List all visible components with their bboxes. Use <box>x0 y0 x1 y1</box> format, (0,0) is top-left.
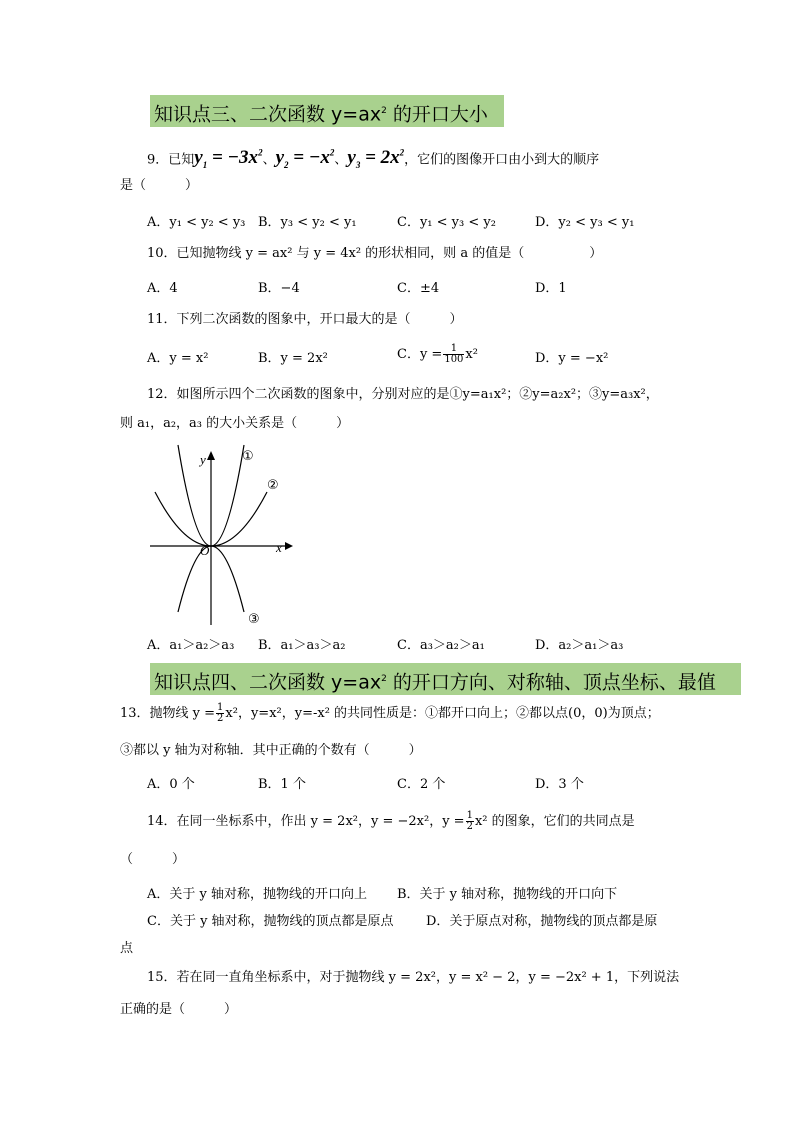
q13-post: x²，y=x²，y=-x² 的共同性质是：①都开口向上；②都以点(0，0)为顶点； <box>225 706 660 721</box>
q14-pre: 14．在同一坐标系中，作出 y = 2x²，y = −2x²，y = <box>147 814 465 829</box>
q15-line2: 正确的是（ ） <box>120 1002 238 1017</box>
q14-option-c: C．关于 y 轴对称，抛物线的顶点都是原点 <box>147 914 394 929</box>
q14-den: 2 <box>466 821 473 832</box>
q9-line2: 是（ ） <box>120 178 199 193</box>
q9-sep1: 、 <box>262 152 276 168</box>
section-banner-4 <box>150 663 741 695</box>
q11-c-pre: C．y = <box>397 347 443 362</box>
q11-text: 11．下列二次函数的图象中，开口最大的是（ ） <box>147 312 463 327</box>
q9-e3-sup: 2 <box>399 148 405 158</box>
q9-e1: y <box>194 147 203 169</box>
q11-option-c <box>397 343 478 367</box>
curve-2-label: ② <box>267 478 279 493</box>
q12-line1: 12．如图所示四个二次函数的图象中，分别对应的是①y=a₁x²；②y=a₂x²；③y=a₃x²， <box>147 387 659 402</box>
y-axis-label: y <box>200 452 206 467</box>
x-axis-arrow <box>285 542 293 550</box>
q9-e3-sub: 3 <box>355 160 361 171</box>
q14-fraction <box>466 811 474 832</box>
q11-c-den: 100 <box>444 354 464 365</box>
q11-option-b: B．y = 2x² <box>258 351 328 366</box>
q9-option-d: D．y₂ < y₃ < y₁ <box>535 215 635 230</box>
q12-option-d: D．a₂＞a₁＞a₃ <box>535 638 624 653</box>
q9-option-b: B．y₃ < y₂ < y₁ <box>258 215 357 230</box>
q14-post: x² 的图象，它们的共同点是 <box>474 814 635 829</box>
q9-e3: y <box>347 147 356 169</box>
q14-line2: （ ） <box>120 852 186 867</box>
q9-option-c: C．y₁ < y₃ < y₂ <box>397 215 496 230</box>
q12-line2: 则 a₁，a₂，a₃ 的大小关系是（ ） <box>120 416 350 431</box>
q13-option-a: A．0 个 <box>147 777 195 792</box>
q9-tail: ，它们的图像开口由小到大的顺序 <box>404 152 600 168</box>
origin-label: O <box>200 543 210 558</box>
q15-line1: 15．若在同一直角坐标系中，对于抛物线 y = 2x²，y = x² − 2，y = −2x² + 1，下列说法 <box>147 970 680 985</box>
q14-option-d: D．关于原点对称，抛物线的顶点都是原 <box>426 914 658 929</box>
q9-e1-sub: 1 <box>202 160 208 171</box>
banner-text: 知识点四、二次函数 y=ax <box>154 671 382 694</box>
q10-option-c: C．±4 <box>397 281 440 296</box>
q13-fraction <box>216 703 224 724</box>
banner-sup: 2 <box>381 106 387 116</box>
q9-number: 9．已知 <box>147 152 195 168</box>
q11-option-a: A．y = x² <box>147 351 209 366</box>
q9-line1 <box>147 140 599 178</box>
q10-text: 10．已知抛物线 y = ax² 与 y = 4x² 的形状相同，则 a 的值是（ ） <box>147 246 603 261</box>
q9-e3-mid: = 2x <box>360 147 400 169</box>
q9-sep2: 、 <box>334 152 348 168</box>
q13-line2: ③都以 y 轴为对称轴．其中正确的个数有（ ） <box>120 743 422 758</box>
q14-option-b: B．关于 y 轴对称，抛物线的开口向下 <box>397 887 618 902</box>
q11-c-fraction <box>443 344 464 365</box>
banner-text-tail: 的开口大小 <box>386 103 488 126</box>
q13-line1 <box>120 701 660 727</box>
q10-option-a: A．4 <box>147 281 178 296</box>
q11-c-post: x² <box>465 347 478 362</box>
banner-text-tail: 的开口方向、对称轴、顶点坐标、最值 <box>386 671 716 694</box>
q9-option-a: A．y₁ < y₂ < y₃ <box>147 215 246 230</box>
q13-option-b: B．1 个 <box>258 777 306 792</box>
q10-option-d: D．1 <box>535 281 567 296</box>
q9-e2-sub: 2 <box>284 160 289 171</box>
q9-e2-sup: 2 <box>329 148 335 158</box>
q14-option-d-cont: 点 <box>120 941 134 956</box>
curve-1-label: ① <box>242 449 254 464</box>
q13-num: 1 <box>217 702 224 713</box>
banner-text: 知识点三、二次函数 y=ax <box>154 103 382 126</box>
q13-option-d: D．3 个 <box>535 777 584 792</box>
q11-option-d: D．y = −x² <box>535 351 609 366</box>
q12-option-a: A．a₁＞a₂＞a₃ <box>147 638 235 653</box>
x-axis-label: x <box>276 540 282 555</box>
q14-option-a: A．关于 y 轴对称，抛物线的开口向上 <box>147 887 367 902</box>
q9-e1-mid: = −3x <box>207 147 259 169</box>
q13-den: 2 <box>217 713 224 724</box>
q9-e2: y <box>275 147 285 169</box>
section-banner-3 <box>150 95 504 127</box>
q11-c-num: 1 <box>443 344 464 355</box>
parabola-graph <box>140 440 300 630</box>
q9-e1-sup: 2 <box>258 148 263 158</box>
q9-e2-mid: = −x <box>288 147 330 169</box>
y-axis-arrow <box>207 451 215 460</box>
q12-option-c: C．a₃＞a₂＞a₁ <box>397 638 485 653</box>
curve-3-label: ③ <box>248 612 260 627</box>
q10-option-b: B．−4 <box>258 281 300 296</box>
q13-option-c: C．2 个 <box>397 777 446 792</box>
q13-pre: 13．抛物线 y = <box>120 706 216 721</box>
q14-line1 <box>147 809 635 835</box>
q12-option-b: B．a₁＞a₃＞a₂ <box>258 638 346 653</box>
q14-num: 1 <box>466 810 473 821</box>
banner-sup: 2 <box>381 674 387 684</box>
